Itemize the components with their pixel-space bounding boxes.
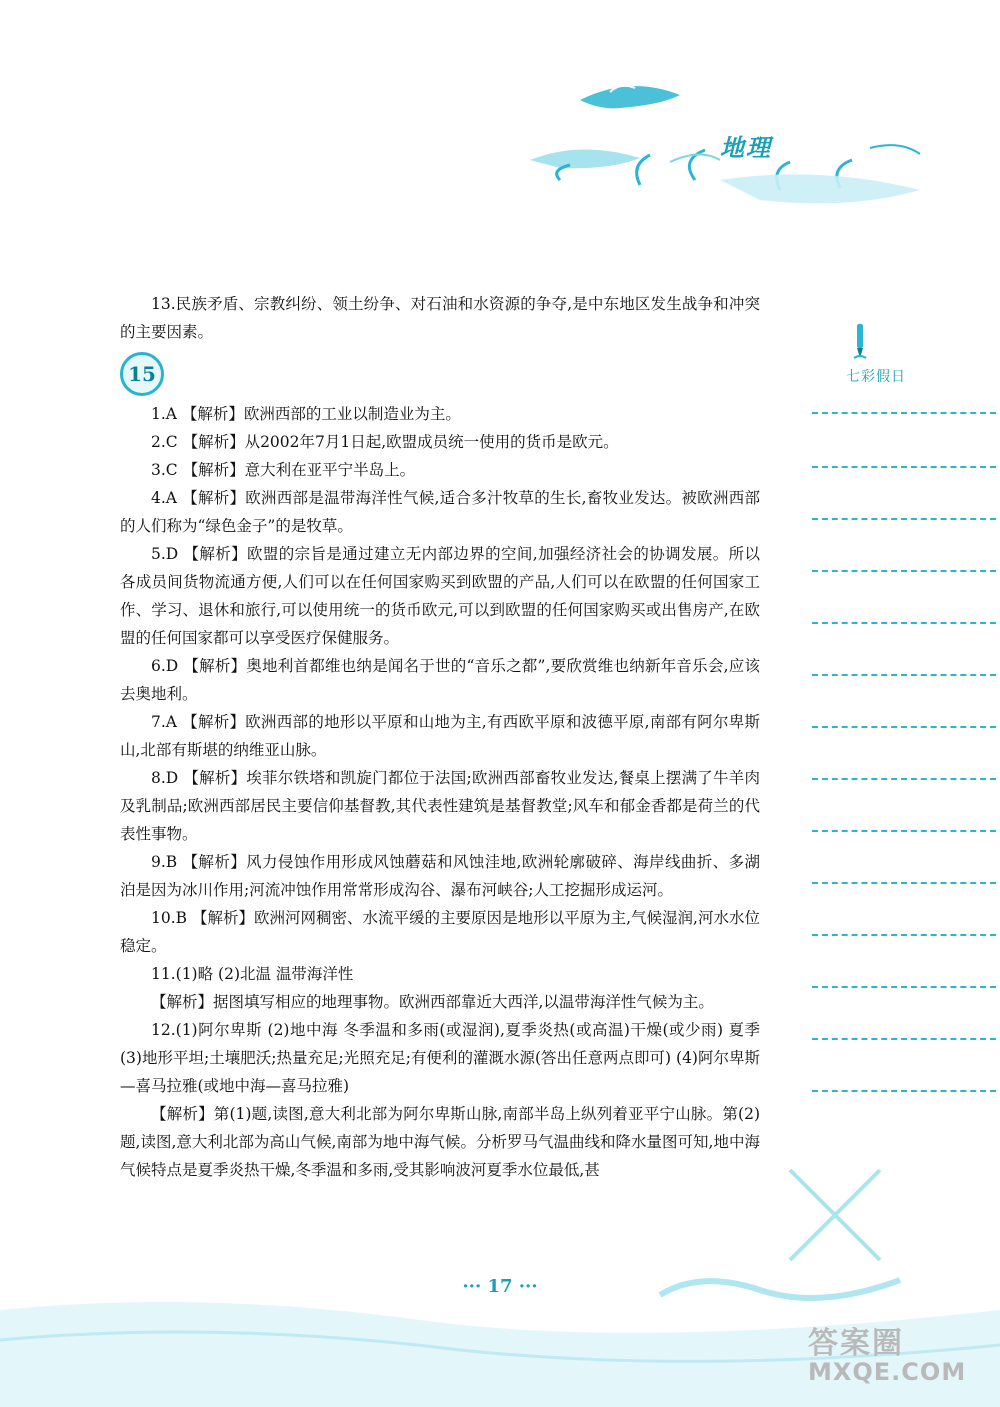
section-number: 15 xyxy=(128,362,156,386)
subject-title: 地理 xyxy=(720,134,772,162)
answer-item: 6.D 【解析】奥地利首都维也纳是闻名于世的“音乐之都”,要欣赏维也纳新年音乐会,应该去奥地利。 xyxy=(120,657,760,703)
note-line xyxy=(812,986,996,988)
note-line xyxy=(812,1090,996,1092)
page-number: ··· 17 ··· xyxy=(462,1276,538,1297)
answer-item: 3.C 【解析】意大利在亚平宁半岛上。 xyxy=(151,461,416,479)
answer-analysis: 【解析】据图填写相应的地理事物。欧洲西部靠近大西洋,以温带海洋性气候为主。 xyxy=(151,993,714,1011)
note-line xyxy=(812,830,996,832)
note-line xyxy=(812,674,996,676)
answer-item: 7.A 【解析】欧洲西部的地形以平原和山地为主,有西欧平原和波德平原,南部有阿尔卑斯山,北部有斯堪的纳维亚山脉。 xyxy=(120,713,760,759)
answer-item: 5.D 【解析】欧盟的宗旨是通过建立无内部边界的空间,加强经济社会的协调发展。所以各成员间货物流通方便,人们可以在任何国家购买到欧盟的产品,人们可以在欧盟的任何国家工作、学习、退休和旅行,可以使用统一的货币欧元,可以到欧盟的任何国家购买或出售房产,在欧盟的任何国家都可以享受医疗保健服务。 xyxy=(120,545,760,647)
note-line xyxy=(812,466,996,468)
note-line xyxy=(812,1038,996,1040)
note-line xyxy=(812,570,996,572)
note-line xyxy=(812,882,996,884)
note-line xyxy=(812,778,996,780)
watermark-cn: 答案圈 xyxy=(808,1326,904,1361)
pen-icon xyxy=(850,324,870,360)
answer-item: 1.A 【解析】欧洲西部的工业以制造业为主。 xyxy=(151,405,461,423)
note-line xyxy=(812,412,996,414)
answer-item: 2.C 【解析】从2002年7月1日起,欧盟成员统一使用的货币是欧元。 xyxy=(151,433,619,451)
answer-13: 13.民族矛盾、宗教纠纷、领土纷争、对石油和水资源的争夺,是中东地区发生战争和冲突的主要因素。 xyxy=(120,295,760,341)
watermark xyxy=(808,1318,998,1386)
watermark-en: MXQE.COM xyxy=(808,1358,967,1386)
answer-content xyxy=(120,290,760,1184)
answer-analysis: 【解析】第(1)题,读图,意大利北部为阿尔卑斯山脉,南部半岛上纵列着亚平宁山脉。第(2)题,读图,意大利北部为高山气候,南部为地中海气候。分析罗马气温曲线和降水量图可知,地中海气候特点是夏季炎热干燥,冬季温和多雨,受其影响波河夏季水位最低,甚 xyxy=(120,1105,760,1179)
note-line xyxy=(812,518,996,520)
note-line xyxy=(812,622,996,624)
answer-item: 10.B 【解析】欧洲河网稠密、水流平缓的主要原因是地形以平原为主,气候湿润,河水水位稳定。 xyxy=(120,909,760,955)
note-line xyxy=(812,934,996,936)
answer-item: 9.B 【解析】风力侵蚀作用形成风蚀蘑菇和风蚀洼地,欧洲轮廓破碎、海岸线曲折、多湖泊是因为冰川作用;河流冲蚀作用常常形成沟谷、瀑布河峡谷;人工挖掘形成运河。 xyxy=(120,853,760,899)
answer-item: 12.(1)阿尔卑斯 (2)地中海 冬季温和多雨(或湿润),夏季炎热(或高温)干燥(或少雨) 夏季 (3)地形平坦;土壤肥沃;热量充足;光照充足;有便利的灌溉水源(答出任意两点即可) (4)阿尔卑斯—喜马拉雅(或地中海—喜马拉雅) xyxy=(120,1021,760,1095)
sidebar-title: 七彩假日 xyxy=(846,369,906,385)
note-line xyxy=(812,726,996,728)
answer-item: 4.A 【解析】欧洲西部是温带海洋性气候,适合多汁牧草的生长,畜牧业发达。被欧洲西部的人们称为“绿色金子”的是牧草。 xyxy=(120,489,760,535)
section-badge xyxy=(120,352,162,394)
answer-item: 11.(1)略 (2)北温 温带海洋性 xyxy=(151,965,354,983)
answer-item: 8.D 【解析】埃菲尔铁塔和凯旋门都位于法国;欧洲西部畜牧业发达,餐桌上摆满了牛羊肉及乳制品;欧洲西部居民主要信仰基督教,其代表性建筑是基督教堂;风车和郁金香都是荷兰的代表性事物。 xyxy=(120,769,760,843)
